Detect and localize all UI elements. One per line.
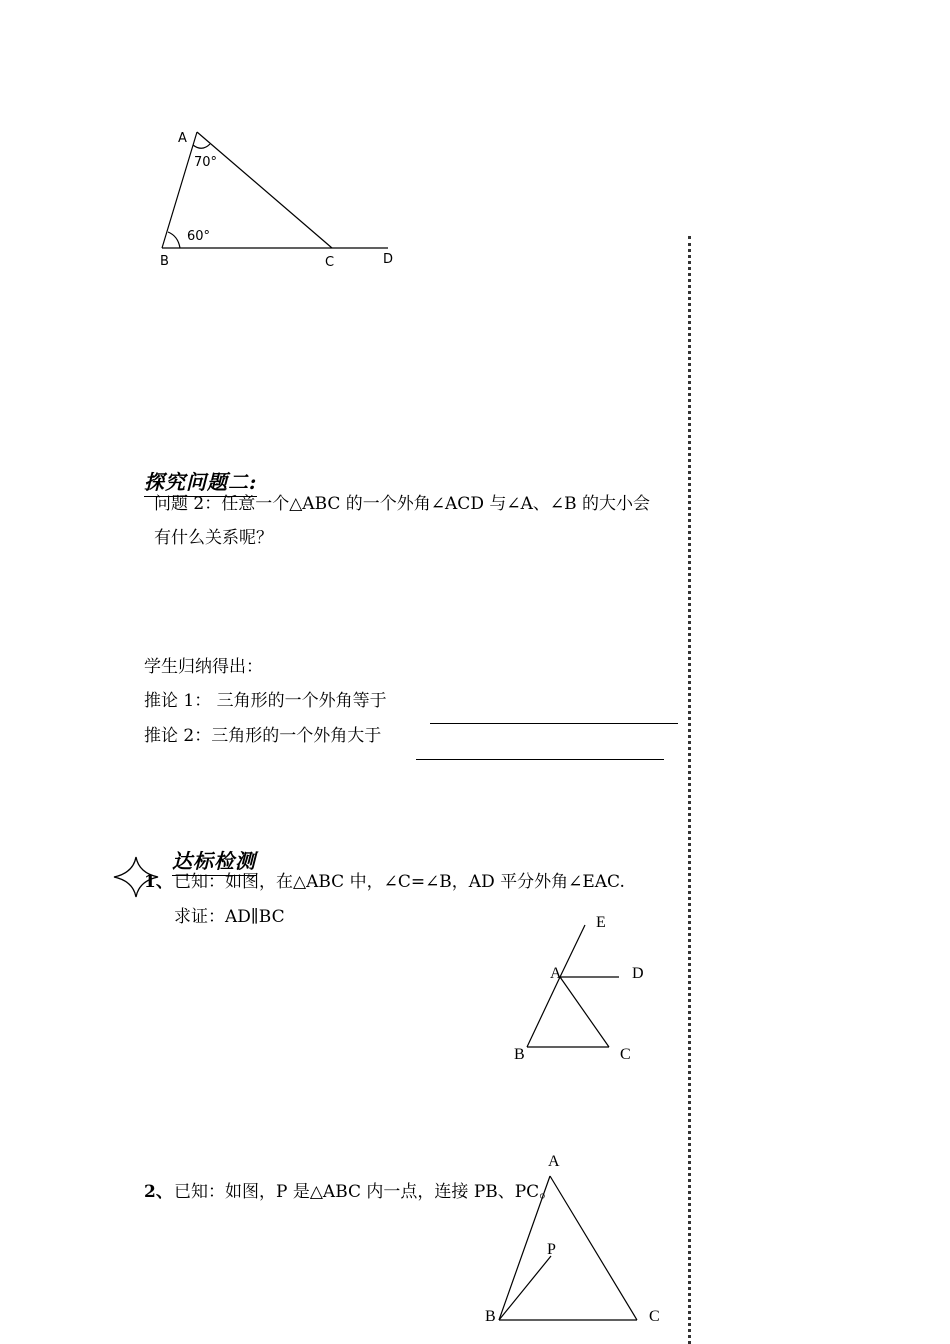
question-2-line-2: 有什么关系呢？: [154, 528, 273, 548]
problem-2-text: 已知：如图，P 是△ABC 内一点，连接 PB、PC。: [174, 1182, 557, 1202]
label-b: B: [485, 1308, 496, 1325]
segment-ab: [499, 1176, 550, 1320]
problem-2-number: 2、: [144, 1182, 173, 1202]
label-a: A: [178, 131, 187, 146]
section-heading-explore-2: 探究问题二:: [144, 466, 257, 497]
corollary-2: 推论 2：三角形的一个外角大于: [144, 726, 382, 746]
corollary-1: 推论 1： 三角形的一个外角等于: [144, 691, 387, 711]
label-b: B: [160, 254, 169, 269]
question-2-line-1: 问题 2：任意一个△ABC 的一个外角∠ACD 与∠A、∠B 的大小会: [154, 494, 651, 514]
segment-ac: [560, 977, 609, 1047]
segment-ab: [527, 977, 560, 1047]
label-a: A: [548, 1153, 560, 1170]
triangle-figure-3: [480, 1148, 670, 1344]
label-c: C: [325, 255, 335, 270]
problem-1-prove: 求证：AD∥BC: [174, 907, 285, 927]
segment-ae: [560, 925, 585, 977]
angle-b-value: 60°: [187, 229, 211, 244]
summary-intro: 学生归纳得出：: [144, 657, 263, 677]
angle-a-value: 70°: [194, 155, 218, 170]
corollary-1-answer-blank[interactable]: [430, 723, 678, 724]
triangle-figure-1: [150, 120, 410, 280]
problem-1-number: 1、: [144, 872, 173, 892]
triangle-figure-2: [505, 905, 665, 1070]
segment-ac: [550, 1176, 637, 1320]
label-d: D: [383, 252, 394, 267]
segment-ac: [197, 132, 332, 248]
label-e: E: [596, 914, 606, 931]
angle-b-arc: [168, 232, 180, 248]
segment-pb: [499, 1256, 551, 1320]
corollary-2-answer-blank[interactable]: [416, 759, 664, 760]
label-a: A: [550, 965, 562, 982]
label-p: P: [547, 1241, 556, 1258]
section-heading-check: 达标检测: [172, 845, 256, 876]
problem-1-text: 已知：如图，在△ABC 中，∠C=∠B，AD 平分外角∠EAC.: [174, 872, 625, 892]
margin-dotted-line: [688, 236, 691, 1344]
label-b: B: [514, 1046, 525, 1063]
label-d: D: [632, 965, 644, 982]
label-c: C: [649, 1308, 660, 1325]
angle-a-arc: [193, 144, 210, 148]
label-c: C: [620, 1046, 631, 1063]
